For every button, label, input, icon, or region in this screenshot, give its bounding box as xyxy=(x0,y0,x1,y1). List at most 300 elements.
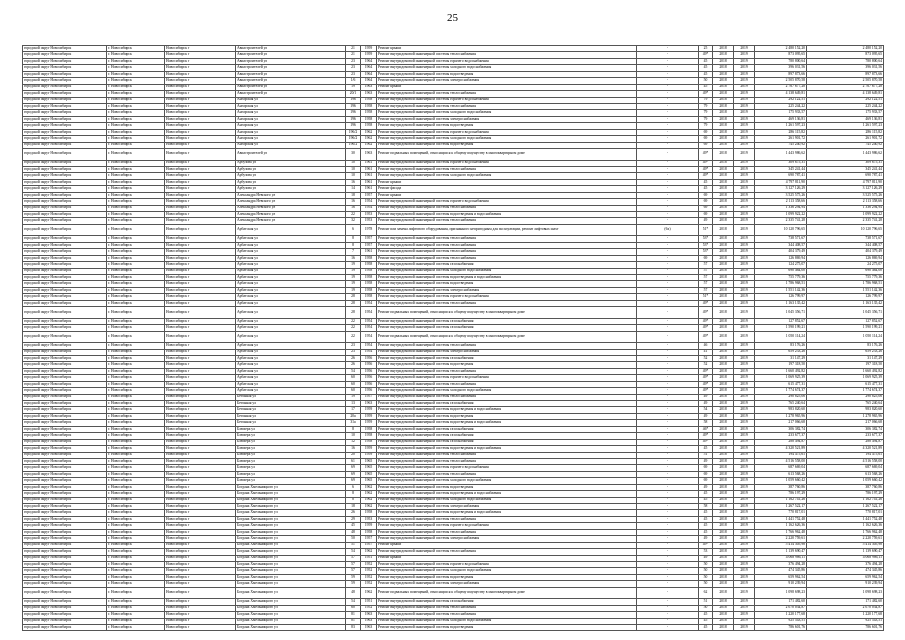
build-year-cell: 1959 xyxy=(361,413,377,419)
total-cost-cell: 786 197,29 xyxy=(755,491,807,497)
end-year-cell: 2019 xyxy=(734,523,755,529)
municipality-cell: городской округ Новосибирск xyxy=(23,149,107,161)
start-year-cell: 2018 xyxy=(713,129,734,135)
street-cell: Богдана Хмельницкого ул xyxy=(236,561,346,567)
start-year-cell: 2018 xyxy=(713,439,734,445)
wear-cell: 45 xyxy=(699,58,713,64)
street-cell: Александра Невского ул xyxy=(236,212,346,218)
work-type-cell: Ремонт внутридомовой инженерной системы горячего водоснабжения xyxy=(377,561,637,567)
end-year-cell: 2019 xyxy=(734,355,755,361)
volume-cell: - xyxy=(637,65,699,71)
locality-cell: Новосибирск г xyxy=(165,478,236,484)
street-cell: Арбатская ул xyxy=(236,318,346,324)
wear-cell: 51 xyxy=(699,599,713,605)
total-cost-cell: 690 787,41 xyxy=(755,173,807,179)
build-year-cell: 1951 xyxy=(361,555,377,561)
build-year-cell: 1964 xyxy=(361,78,377,84)
street-cell: Богдана Хмельницкого ул xyxy=(236,504,346,510)
table-row xyxy=(23,624,884,630)
municipality-cell: городской округ Новосибирск xyxy=(23,452,107,458)
work-type-cell: Ремонт внутридомовой инженерной системы теплоснабжения xyxy=(377,343,637,349)
total-cost-cell: 396 031,56 xyxy=(755,65,807,71)
build-year-cell: 1959 xyxy=(361,52,377,58)
work-type-cell: Ремонт внутридомовой инженерной системы холодного водоснабжения xyxy=(377,65,637,71)
build-year-cell: 1964 xyxy=(361,71,377,77)
house-number-cell: 45 xyxy=(346,523,361,529)
work-type-cell: Ремонт внутридомовой инженерной системы теплоснабжения xyxy=(377,300,637,306)
end-year-cell: 2019 xyxy=(734,458,755,464)
city-cell: г. Новосибирск xyxy=(107,605,165,611)
street-cell: Арбатская ул xyxy=(236,331,346,343)
locality-cell: Новосибирск г xyxy=(165,287,236,293)
house-number-cell: 69 xyxy=(346,478,361,484)
locality-cell: Новосибирск г xyxy=(165,110,236,116)
municipality-cell: городской округ Новосибирск xyxy=(23,255,107,261)
build-year-cell: 1963 xyxy=(361,149,377,161)
start-year-cell: 2018 xyxy=(713,413,734,419)
city-cell: г. Новосибирск xyxy=(107,331,165,343)
volume-cell: - xyxy=(637,294,699,300)
work-type-cell: Ремонт внутридомовой инженерной системы холодного водоснабжения xyxy=(377,173,637,179)
street-cell: Арбатская ул xyxy=(236,362,346,368)
end-year-cell: 2019 xyxy=(734,465,755,471)
start-year-cell: 2018 xyxy=(713,224,734,236)
start-year-cell: 2018 xyxy=(713,484,734,490)
street-cell: Арбатская ул xyxy=(236,294,346,300)
wear-cell: 45 xyxy=(699,65,713,71)
locality-cell: Новосибирск г xyxy=(165,368,236,374)
municipality-cell: городской округ Новосибирск xyxy=(23,287,107,293)
start-year-cell: 2018 xyxy=(713,542,734,548)
house-number-cell: 8 xyxy=(346,497,361,503)
city-cell: г. Новосибирск xyxy=(107,587,165,599)
work-type-cell: Ремонт внутридомовой инженерной системы электроснабжения xyxy=(377,78,637,84)
fund-cost-cell: 31 147,29 xyxy=(807,355,884,361)
end-year-cell: 2019 xyxy=(734,255,755,261)
city-cell: г. Новосибирск xyxy=(107,471,165,477)
end-year-cell: 2019 xyxy=(734,561,755,567)
start-year-cell: 2018 xyxy=(713,331,734,343)
fund-cost-cell: 10 120 796,65 xyxy=(807,224,884,236)
wear-cell: 49* xyxy=(699,91,713,97)
build-year-cell: 1962 xyxy=(361,136,377,142)
municipality-cell: городской округ Новосибирск xyxy=(23,381,107,387)
wear-cell: 53 xyxy=(699,549,713,555)
city-cell: г. Новосибирск xyxy=(107,199,165,205)
street-cell: Богдана Хмельницкого ул xyxy=(236,516,346,522)
fund-cost-cell: 474 345,86 xyxy=(807,568,884,574)
total-cost-cell: 690 464,00 xyxy=(755,268,807,274)
locality-cell: Новосибирск г xyxy=(165,413,236,419)
volume-cell: - xyxy=(637,388,699,394)
total-cost-cell: 197 318,50 xyxy=(755,362,807,368)
volume-cell: - xyxy=(637,46,699,52)
locality-cell: Новосибирск г xyxy=(165,205,236,211)
house-number-cell: 57 xyxy=(346,555,361,561)
start-year-cell: 2018 xyxy=(713,536,734,542)
wear-cell: 45 xyxy=(699,510,713,516)
fund-cost-cell: 687 669,04 xyxy=(807,465,884,471)
street-cell: Авиастроителей ул xyxy=(236,52,346,58)
street-cell: Блюхера ул xyxy=(236,433,346,439)
locality-cell: Новосибирск г xyxy=(165,173,236,179)
start-year-cell: 2018 xyxy=(713,281,734,287)
work-type-cell: Ремонт внутридомовой инженерной системы электроснабжения xyxy=(377,116,637,122)
build-year-cell: 1954 xyxy=(361,205,377,211)
volume-cell: - xyxy=(637,368,699,374)
total-cost-cell: 1 590 199,21 xyxy=(755,325,807,331)
start-year-cell: 2018 xyxy=(713,123,734,129)
fund-cost-cell: 1 774 674,37 xyxy=(807,388,884,394)
total-cost-cell: 1 099 922,22 xyxy=(755,212,807,218)
locality-cell: Новосибирск г xyxy=(165,236,236,242)
city-cell: г. Новосибирск xyxy=(107,542,165,548)
build-year-cell: 1959 xyxy=(361,420,377,426)
locality-cell: Новосибирск г xyxy=(165,355,236,361)
locality-cell: Новосибирск г xyxy=(165,433,236,439)
start-year-cell: 2018 xyxy=(713,205,734,211)
build-year-cell: 1957 xyxy=(361,236,377,242)
city-cell: г. Новосибирск xyxy=(107,179,165,185)
work-type-cell: Ремонт крыши xyxy=(377,192,637,198)
city-cell: г. Новосибирск xyxy=(107,510,165,516)
build-year-cell: 1959 xyxy=(361,523,377,529)
start-year-cell: 2018 xyxy=(713,555,734,561)
volume-cell: - xyxy=(637,529,699,535)
build-year-cell: 1954 xyxy=(361,300,377,306)
street-cell: Арбатская ул xyxy=(236,355,346,361)
fund-cost-cell: 290 825,06 xyxy=(807,394,884,400)
wear-cell: 46* xyxy=(699,426,713,432)
end-year-cell: 2019 xyxy=(734,362,755,368)
volume-cell: - xyxy=(637,71,699,77)
street-cell: Арбатская ул xyxy=(236,300,346,306)
street-cell: Блюхера ул xyxy=(236,478,346,484)
municipality-cell: городской округ Новосибирск xyxy=(23,491,107,497)
city-cell: г. Новосибирск xyxy=(107,78,165,84)
house-number-cell: 19 xyxy=(346,287,361,293)
volume-cell: - xyxy=(637,300,699,306)
volume-cell: - xyxy=(637,510,699,516)
total-cost-cell: 469 136,81 xyxy=(755,116,807,122)
wear-cell: 49 xyxy=(699,536,713,542)
house-number-cell: 69 xyxy=(346,465,361,471)
start-year-cell: 2018 xyxy=(713,465,734,471)
build-year-cell: 1951 xyxy=(361,599,377,605)
start-year-cell: 2018 xyxy=(713,287,734,293)
wear-cell: 69 xyxy=(699,205,713,211)
end-year-cell: 2019 xyxy=(734,446,755,452)
locality-cell: Новосибирск г xyxy=(165,599,236,605)
fund-cost-cell: 3 525 575,26 xyxy=(807,192,884,198)
work-type-cell: Ремонт подвальных помещений, относящихся к общему имуществу в многоквартирном доме xyxy=(377,307,637,319)
end-year-cell: 2019 xyxy=(734,381,755,387)
locality-cell: Новосибирск г xyxy=(165,465,236,471)
work-type-cell: Ремонт внутридомовой инженерной системы холодного водоснабжения xyxy=(377,136,637,142)
build-year-cell: 1961 xyxy=(361,186,377,192)
locality-cell: Новосибирск г xyxy=(165,362,236,368)
street-cell: Бетонная ул xyxy=(236,413,346,419)
total-cost-cell: 387 760,86 xyxy=(755,484,807,490)
end-year-cell: 2019 xyxy=(734,504,755,510)
volume-cell: - xyxy=(637,218,699,224)
street-cell: Арбатская ул xyxy=(236,375,346,381)
house-number-cell: 26 xyxy=(346,362,361,368)
fund-cost-cell: 910 239,94 xyxy=(807,581,884,587)
locality-cell: Новосибирск г xyxy=(165,458,236,464)
city-cell: г. Новосибирск xyxy=(107,407,165,413)
total-cost-cell: 127 852,67 xyxy=(755,318,807,324)
city-cell: г. Новосибирск xyxy=(107,307,165,319)
work-type-cell: Ремонт внутридомовой инженерной системы водоотведения xyxy=(377,281,637,287)
locality-cell: Новосибирск г xyxy=(165,331,236,343)
build-year-cell: 1954 xyxy=(361,199,377,205)
build-year-cell: 1958 xyxy=(361,255,377,261)
locality-cell: Новосибирск г xyxy=(165,78,236,84)
municipality-cell: городской округ Новосибирск xyxy=(23,318,107,324)
municipality-cell: городской округ Новосибирск xyxy=(23,439,107,445)
work-type-cell: Ремонт фасада xyxy=(377,186,637,192)
start-year-cell: 2018 xyxy=(713,375,734,381)
end-year-cell: 2019 xyxy=(734,249,755,255)
work-type-cell: Ремонт внутридомовой инженерной системы холодного водоснабжения xyxy=(377,568,637,574)
locality-cell: Новосибирск г xyxy=(165,249,236,255)
start-year-cell: 2018 xyxy=(713,149,734,161)
start-year-cell: 2018 xyxy=(713,368,734,374)
fund-cost-cell: 897 873,66 xyxy=(807,71,884,77)
work-type-cell: Ремонт внутридомовой инженерной системы электроснабжения xyxy=(377,349,637,355)
end-year-cell: 2019 xyxy=(734,103,755,109)
street-cell: Ангарская ул xyxy=(236,136,346,142)
wear-cell: 45 xyxy=(699,186,713,192)
work-type-cell: Ремонт внутридомовой инженерной системы газоснабжения xyxy=(377,401,637,407)
locality-cell: Новосибирск г xyxy=(165,510,236,516)
municipality-cell: городской округ Новосибирск xyxy=(23,484,107,490)
work-type-cell: Ремонт внутридомовой инженерной системы теплоснабжения xyxy=(377,549,637,555)
work-type-cell: Ремонт внутридомовой инженерной системы теплоснабжения xyxy=(377,368,637,374)
wear-cell: 52 xyxy=(699,355,713,361)
end-year-cell: 2019 xyxy=(734,110,755,116)
fund-cost-cell: 2 113 358,66 xyxy=(807,199,884,205)
total-cost-cell: 910 239,94 xyxy=(755,581,807,587)
city-cell: г. Новосибирск xyxy=(107,484,165,490)
volume-cell: - xyxy=(637,325,699,331)
house-number-cell: 54 xyxy=(346,599,361,605)
locality-cell: Новосибирск г xyxy=(165,349,236,355)
municipality-cell: городской округ Новосибирск xyxy=(23,343,107,349)
start-year-cell: 2018 xyxy=(713,381,734,387)
work-type-cell: Ремонт внутридомовой инженерной системы холодного водоснабжения xyxy=(377,110,637,116)
volume-cell: - xyxy=(637,186,699,192)
total-cost-cell: 4 068 986,11 xyxy=(755,555,807,561)
locality-cell: Новосибирск г xyxy=(165,401,236,407)
end-year-cell: 2019 xyxy=(734,173,755,179)
build-year-cell: 1963 xyxy=(361,624,377,630)
street-cell: Бетонная ул xyxy=(236,420,346,426)
volume-cell: - xyxy=(637,471,699,477)
volume-cell: - xyxy=(637,568,699,574)
build-year-cell: 1959 xyxy=(361,446,377,452)
start-year-cell: 2018 xyxy=(713,192,734,198)
build-year-cell: 1963 xyxy=(361,84,377,90)
build-year-cell: 1956 xyxy=(361,381,377,387)
city-cell: г. Новосибирск xyxy=(107,612,165,618)
locality-cell: Новосибирск г xyxy=(165,91,236,97)
house-number-cell: 196/2 xyxy=(346,136,361,142)
fund-cost-cell: 1 220 177,68 xyxy=(807,612,884,618)
fund-cost-cell: 2 070 034,87 xyxy=(807,605,884,611)
locality-cell: Новосибирск г xyxy=(165,116,236,122)
work-type-cell: Ремонт внутридомовой инженерной системы газоснабжения xyxy=(377,318,637,324)
build-year-cell: 1954 xyxy=(361,318,377,324)
house-number-cell: 22 xyxy=(346,331,361,343)
city-cell: г. Новосибирск xyxy=(107,426,165,432)
start-year-cell: 2018 xyxy=(713,179,734,185)
street-cell: Бетонная ул xyxy=(236,394,346,400)
build-year-cell: 1957 xyxy=(361,192,377,198)
start-year-cell: 2018 xyxy=(713,268,734,274)
start-year-cell: 2018 xyxy=(713,307,734,319)
table-row xyxy=(23,307,884,319)
city-cell: г. Новосибирск xyxy=(107,224,165,236)
street-cell: Богдана Хмельницкого ул xyxy=(236,624,346,630)
house-number-cell: 60 xyxy=(346,388,361,394)
wear-cell: 50 xyxy=(699,561,713,567)
start-year-cell: 2018 xyxy=(713,471,734,477)
wear-cell: 41 xyxy=(699,349,713,355)
wear-cell: 49 xyxy=(699,394,713,400)
locality-cell: Новосибирск г xyxy=(165,484,236,490)
street-cell: Арбатская ул xyxy=(236,275,346,281)
city-cell: г. Новосибирск xyxy=(107,186,165,192)
house-number-cell: 16 xyxy=(346,255,361,261)
municipality-cell: городской округ Новосибирск xyxy=(23,529,107,535)
volume-cell: - xyxy=(637,618,699,624)
wear-cell: 57 xyxy=(699,287,713,293)
work-type-cell: Ремонт внутридомовой инженерной системы теплоснабжения xyxy=(377,255,637,261)
work-type-cell: Ремонт внутридомовой инженерной системы газоснабжения xyxy=(377,325,637,331)
locality-cell: Новосибирск г xyxy=(165,574,236,580)
city-cell: г. Новосибирск xyxy=(107,65,165,71)
build-year-cell: 1958 xyxy=(361,103,377,109)
work-type-cell: Ремонт внутридомовой инженерной системы горячего водоснабжения xyxy=(377,129,637,135)
locality-cell: Новосибирск г xyxy=(165,199,236,205)
end-year-cell: 2019 xyxy=(734,439,755,445)
build-year-cell: 1958 xyxy=(361,116,377,122)
house-number-cell: 32 xyxy=(346,218,361,224)
house-number-cell: 7 xyxy=(346,249,361,255)
build-year-cell: 1962 xyxy=(361,142,377,148)
build-year-cell: 1959 xyxy=(361,452,377,458)
wear-cell: 49* xyxy=(699,388,713,394)
municipality-cell: городской округ Новосибирск xyxy=(23,91,107,97)
volume-cell: - xyxy=(637,205,699,211)
city-cell: г. Новосибирск xyxy=(107,84,165,90)
locality-cell: Новосибирск г xyxy=(165,375,236,381)
build-year-cell: 1962 xyxy=(361,129,377,135)
volume-cell: - xyxy=(637,52,699,58)
start-year-cell: 2018 xyxy=(713,599,734,605)
work-type-cell: Ремонт внутридомовой инженерной системы водоотведения и водоснабжения xyxy=(377,275,637,281)
house-number-cell: 23 xyxy=(346,71,361,77)
end-year-cell: 2019 xyxy=(734,129,755,135)
end-year-cell: 2019 xyxy=(734,116,755,122)
wear-cell: 49* xyxy=(699,318,713,324)
work-type-cell: Ремонт внутридомовой инженерной системы теплоснабжения xyxy=(377,249,637,255)
end-year-cell: 2019 xyxy=(734,407,755,413)
total-cost-cell: 897 873,66 xyxy=(755,71,807,77)
house-number-cell: 21 xyxy=(346,46,361,52)
street-cell: Арбузова ул xyxy=(236,186,346,192)
end-year-cell: 2019 xyxy=(734,331,755,343)
build-year-cell: 1956 xyxy=(361,362,377,368)
municipality-cell: городской округ Новосибирск xyxy=(23,375,107,381)
volume-cell: - xyxy=(637,542,699,548)
wear-cell: 69 xyxy=(699,255,713,261)
fund-cost-cell: 659 233,26 xyxy=(807,349,884,355)
street-cell: Блюхера ул xyxy=(236,452,346,458)
city-cell: г. Новосибирск xyxy=(107,555,165,561)
wear-cell: 69 xyxy=(699,192,713,198)
street-cell: Богдана Хмельницкого ул xyxy=(236,618,346,624)
work-type-cell: Ремонт внутридомовой инженерной системы газоснабжения xyxy=(377,599,637,605)
house-number-cell: 10 xyxy=(346,166,361,172)
house-number-cell: 16 xyxy=(346,446,361,452)
build-year-cell: 1961 xyxy=(361,160,377,166)
end-year-cell: 2019 xyxy=(734,349,755,355)
wear-cell: 49 xyxy=(699,218,713,224)
street-cell: Ангарская ул xyxy=(236,110,346,116)
end-year-cell: 2019 xyxy=(734,491,755,497)
work-type-cell: Ремонт внутридомовой инженерной системы водоотведения xyxy=(377,413,637,419)
wear-cell: 69 xyxy=(699,471,713,477)
locality-cell: Новосибирск г xyxy=(165,129,236,135)
build-year-cell: 1964 xyxy=(361,58,377,64)
locality-cell: Новосибирск г xyxy=(165,381,236,387)
house-number-cell: 21 xyxy=(346,52,361,58)
municipality-cell: городской округ Новосибирск xyxy=(23,84,107,90)
municipality-cell: городской округ Новосибирск xyxy=(23,46,107,52)
wear-cell: 79 xyxy=(699,97,713,103)
wear-cell: 69 xyxy=(699,465,713,471)
locality-cell: Новосибирск г xyxy=(165,149,236,161)
fund-cost-cell: 1 045 356,71 xyxy=(807,307,884,319)
locality-cell: Новосибирск г xyxy=(165,242,236,248)
start-year-cell: 2018 xyxy=(713,574,734,580)
total-cost-cell: 1 163 135,42 xyxy=(755,300,807,306)
total-cost-cell: 1 443 986,62 xyxy=(755,149,807,161)
work-type-cell: Ремонт или замена лифтового оборудования, признанного непригодным для эксплуатации, ремонт лифтовых шахт xyxy=(377,224,637,236)
locality-cell: Новосибирск г xyxy=(165,275,236,281)
total-cost-cell: 290 825,06 xyxy=(755,394,807,400)
fund-cost-cell: 1 267 522,17 xyxy=(807,504,884,510)
work-type-cell: Ремонт внутридомовой инженерной системы водоотведения и водоснабжения xyxy=(377,407,637,413)
wear-cell: 50 xyxy=(699,78,713,84)
street-cell: Авиастроителей ул xyxy=(236,58,346,64)
build-year-cell: 1962 xyxy=(361,587,377,599)
end-year-cell: 2019 xyxy=(734,574,755,580)
start-year-cell: 2018 xyxy=(713,426,734,432)
municipality-cell: городской округ Новосибирск xyxy=(23,65,107,71)
total-cost-cell: 765 240,64 xyxy=(755,401,807,407)
street-cell: Богдана Хмельницкого ул xyxy=(236,529,346,535)
total-cost-cell: 292 122,51 xyxy=(755,97,807,103)
work-type-cell: Ремонт внутридомовой инженерной системы горячего водоснабжения xyxy=(377,199,637,205)
build-year-cell: 1956 xyxy=(361,368,377,374)
wear-cell: 51* xyxy=(699,294,713,300)
work-type-cell: Ремонт внутридомовой инженерной системы газоснабжения xyxy=(377,439,637,445)
locality-cell: Новосибирск г xyxy=(165,255,236,261)
